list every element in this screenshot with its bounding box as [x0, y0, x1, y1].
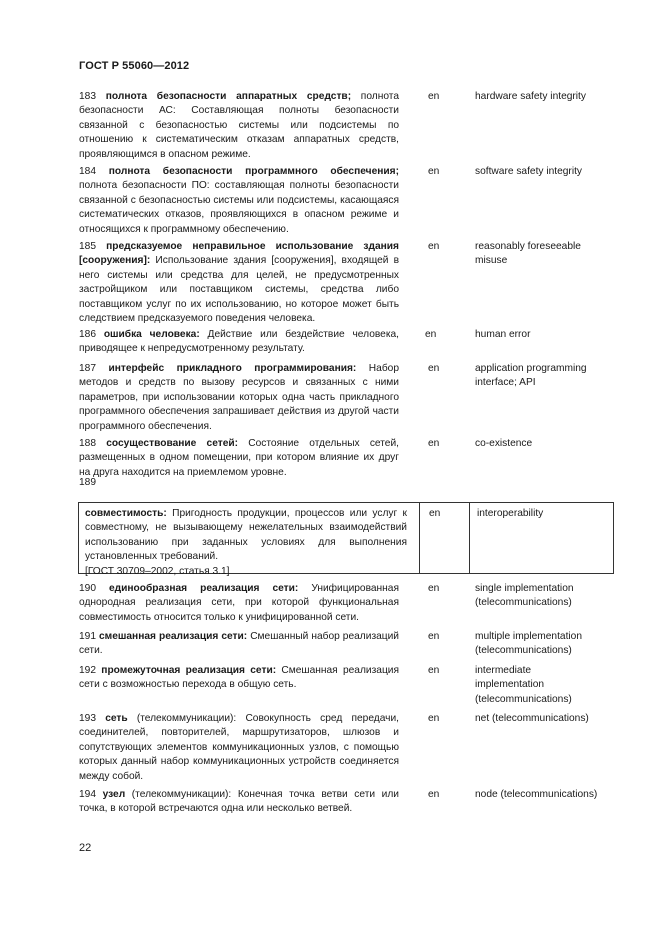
term-number: 192 [79, 665, 96, 676]
english-equivalent: hardware safety integrity [475, 91, 586, 102]
term-text: Состояние отдельных сетей, размещенных в одном помещении, при котором влияние их друг на друга находится на приемлемом уровне. [79, 438, 399, 478]
column-divider [469, 503, 470, 573]
term-name: интерфейс прикладного программирования: [108, 363, 357, 374]
english-equivalent: co-existence [475, 438, 533, 449]
term-definition [85, 507, 407, 579]
page-number: 22 [79, 842, 92, 854]
term-text: Пригодность продукции, процессов или услуг к совместному, не вызывающему нежелательных взаимодействий использованию при заданных условиях для выполнения установленных требований. [85, 508, 407, 563]
term-name: промежуточная реализация сети: [101, 665, 277, 676]
term-text: Смешанный набор реализаций сети. [79, 631, 399, 657]
term-text: Использование здания [сооружения], входящей в него системы или средства для целей, не предусмотренных застройщиком или поставщиком системы, средства либо поставщиком услуг по их использованию, но которое может быть следствием предсказуемого поведения человека. [79, 255, 399, 325]
term-definition [79, 788, 399, 817]
language-code: en [428, 665, 440, 676]
term-number: 191 [79, 631, 96, 642]
english-equivalent: interoperability [477, 508, 544, 519]
term-number: 187 [79, 363, 96, 374]
term-definition [79, 712, 399, 784]
language-code: en [428, 363, 440, 374]
english-equivalent: multiple implementation (telecommunications) [475, 631, 583, 657]
term-text: полнота безопасности ПО: составляющая полноты безопасности связанной с безопасностью системы или подсистемы, касающаяся систематических отказов, проявляющихся в опасном режиме и относящихся к программному обеспечению. [79, 180, 399, 235]
term-name: полнота безопасности программного обеспечения; [108, 166, 399, 177]
term-definition [79, 90, 399, 162]
term-definition [79, 630, 399, 659]
language-code: en [428, 91, 440, 102]
term-number: 183 [79, 91, 96, 102]
term-definition [79, 240, 399, 326]
term-name: полнота безопасности аппаратных средств; [105, 91, 352, 102]
term-name: сосуществование сетей: [106, 438, 239, 449]
english-equivalent: intermediate implementation (telecommunications) [475, 665, 572, 705]
term-definition [79, 437, 399, 480]
standard-reference: [ГОСТ 30709–2002, статья 3.1] [85, 565, 230, 577]
language-code: en [428, 713, 440, 724]
term-entry-189-box [78, 502, 614, 577]
term-number: 189 [79, 477, 96, 488]
term-name: узел [102, 789, 126, 800]
term-text: (телекоммуникации): Конечная точка ветви сети или точка, в которой встречаются одна или несколько ветвей. [79, 789, 399, 815]
term-name: предсказуемое неправильное использование здания [сооружения]: [79, 241, 399, 267]
term-text: Унифицированная однородная реализация сети, при которой функциональная совместимость относится только к унифицированной сети. [79, 583, 399, 623]
term-definition [79, 362, 399, 434]
english-equivalent: application programming interface; API [475, 363, 587, 389]
language-code: en [428, 438, 440, 449]
term-name: ошибка человека: [103, 329, 200, 340]
language-code: en [428, 166, 440, 177]
language-code: en [429, 508, 441, 519]
document-header: ГОСТ Р 55060—2012 [79, 60, 190, 72]
term-text: (телекоммуникации): Совокупность сред передачи, соединителей, повторителей, маршрутизаторов, шлюзов и сопутствующих элементов коммуникационных узлов, с помощью которых данный набор коммуникационных устройств соединяется между собой. [79, 713, 399, 782]
term-number: 186 [79, 329, 96, 340]
term-name: смешанная реализация сети: [99, 631, 248, 642]
english-equivalent: reasonably foreseeable misuse [475, 241, 581, 267]
language-code: en [428, 631, 440, 642]
term-name: единообразная реализация сети: [109, 583, 299, 594]
english-equivalent: net (telecommunications) [475, 713, 589, 724]
term-number: 193 [79, 713, 96, 724]
english-equivalent: human error [475, 329, 531, 340]
term-definition [79, 664, 399, 693]
english-equivalent: node (telecommunications) [475, 789, 598, 800]
term-number: 185 [79, 241, 96, 252]
term-text: Смешанная реализация сети с возможностью перехода в общую сеть. [79, 665, 399, 691]
term-number: 188 [79, 438, 96, 449]
language-code: en [428, 583, 440, 594]
language-code: en [428, 789, 440, 800]
language-code: en [425, 329, 437, 340]
term-text: Действие или бездействие человека, приводящее к непредусмотренному результату. [79, 329, 399, 355]
term-name: совместимость: [85, 508, 167, 519]
term-text: Набор методов и средств по вызову ресурсов и связанных с ними параметров, при использовании которых одна часть прикладного программного обеспечения запрашивает действия из другой части программного обеспечения. [79, 363, 399, 432]
english-equivalent: single implementation (telecommunications) [475, 583, 574, 609]
term-name: сеть [105, 713, 128, 724]
term-definition [79, 165, 399, 237]
term-number: 190 [79, 583, 96, 594]
term-definition [79, 582, 399, 625]
english-equivalent: software safety integrity [475, 166, 583, 177]
term-text: полнота безопасности АС: Составляющая полноты безопасности связанной с безопасностью системы или подсистемы по отношению к систематическим отказам аппаратных средств, проявляющимся в опасном режиме. [79, 91, 399, 160]
language-code: en [428, 241, 440, 252]
term-number: 184 [79, 166, 96, 177]
term-definition [79, 328, 399, 357]
column-divider [419, 503, 420, 573]
term-number: 194 [79, 789, 96, 800]
